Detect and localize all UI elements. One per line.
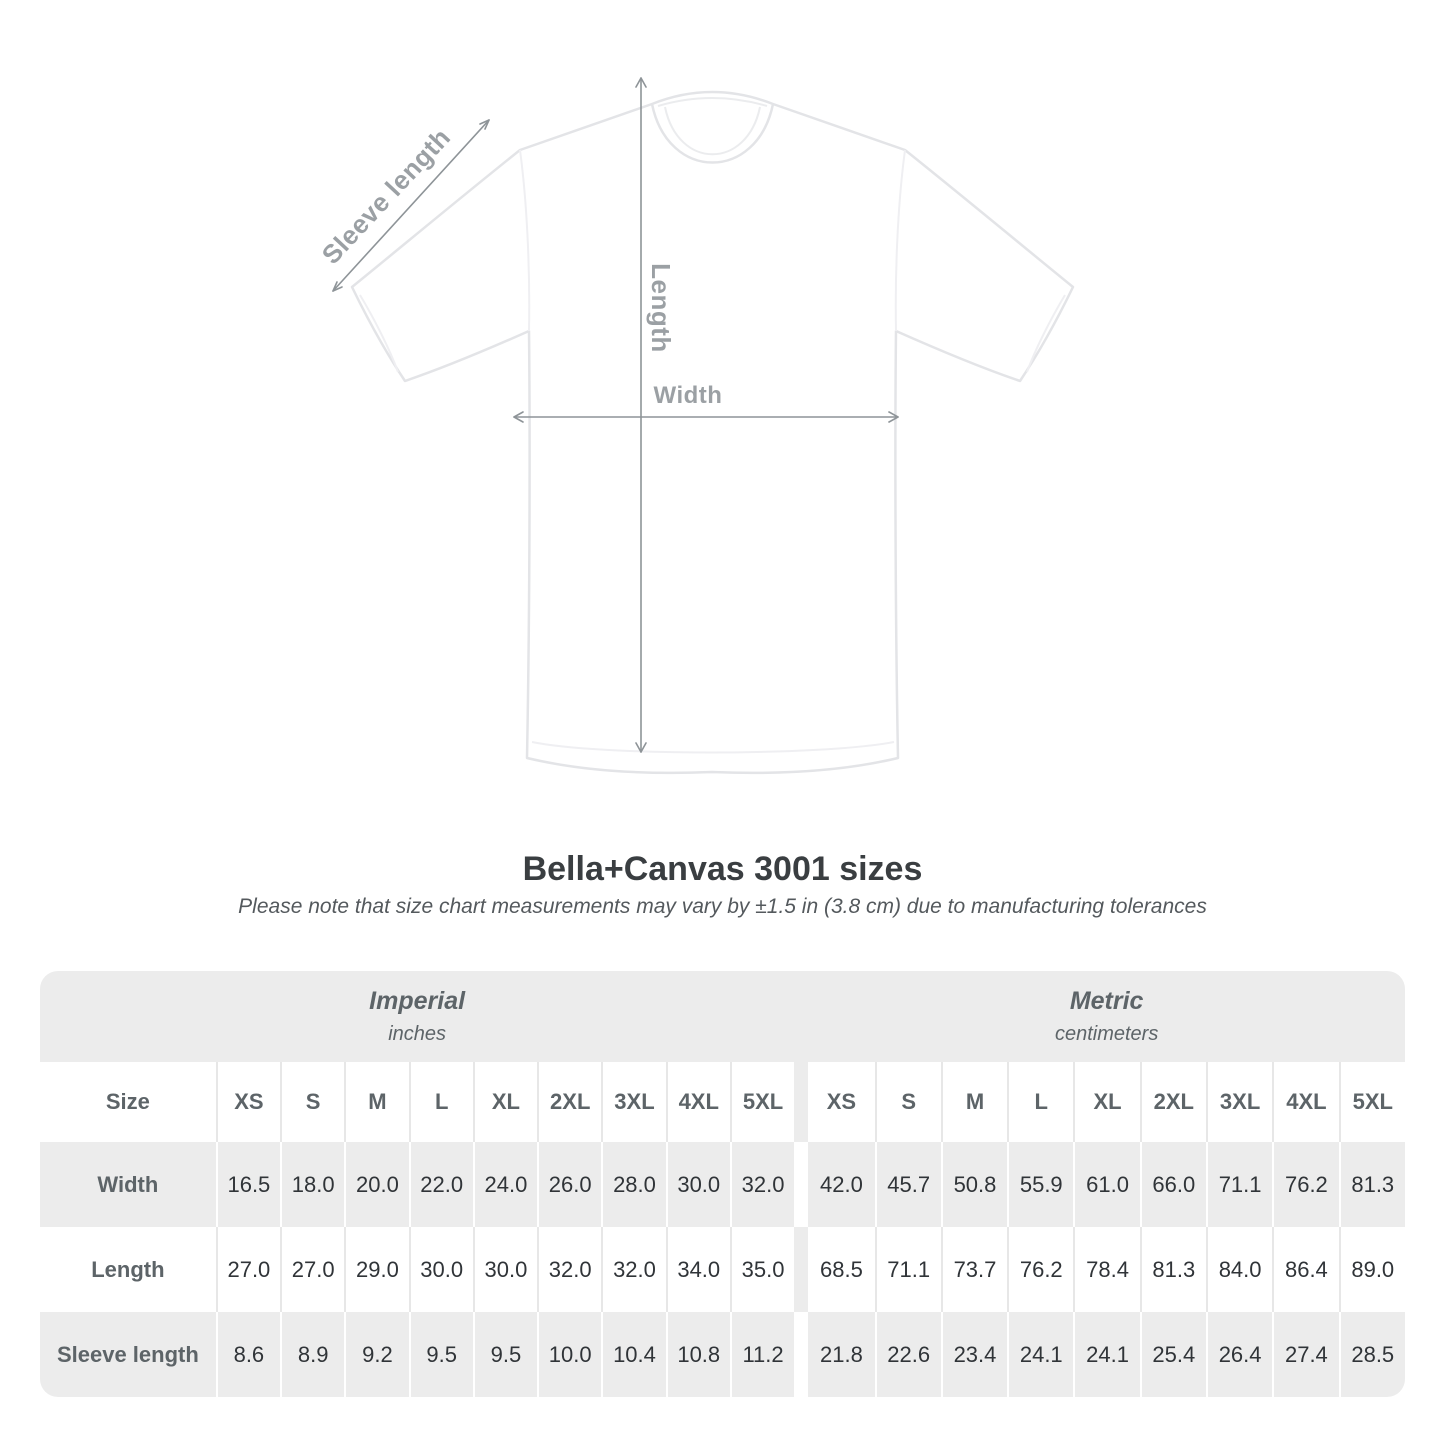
value-cell: 29.0: [344, 1227, 408, 1312]
size-column-header: Size: [40, 1062, 216, 1142]
value-cell: 86.4: [1272, 1227, 1338, 1312]
size-header-imperial: 5XL: [730, 1062, 794, 1142]
size-header-metric: M: [941, 1062, 1007, 1142]
value-cell: 66.0: [1140, 1142, 1206, 1227]
value-cell: 21.8: [808, 1312, 874, 1397]
size-header-imperial: XS: [216, 1062, 280, 1142]
length-row: [40, 1227, 1405, 1312]
imperial-group-header: [40, 971, 794, 1062]
value-cell: 55.9: [1007, 1142, 1073, 1227]
value-cell: 22.0: [409, 1142, 473, 1227]
size-header-imperial: XL: [473, 1062, 537, 1142]
value-cell: 27.4: [1272, 1312, 1338, 1397]
tolerance-note: Please note that size chart measurements may vary by ±1.5 in (3.8 cm) due to manufacturing tolerances: [238, 895, 1207, 918]
value-cell: 35.0: [730, 1227, 794, 1312]
size-header-row: [40, 1062, 1405, 1142]
metric-group-header: [808, 971, 1405, 1062]
value-cell: 34.0: [666, 1227, 730, 1312]
group-divider: [794, 1142, 808, 1227]
value-cell: 50.8: [941, 1142, 1007, 1227]
group-divider: [794, 971, 808, 1062]
value-cell: 89.0: [1339, 1227, 1405, 1312]
page-title: Bella+Canvas 3001 sizes: [522, 850, 923, 888]
value-cell: 8.9: [280, 1312, 344, 1397]
value-cell: 30.0: [666, 1142, 730, 1227]
value-cell: 28.5: [1339, 1312, 1405, 1397]
value-cell: 76.2: [1272, 1142, 1338, 1227]
value-cell: 32.0: [601, 1227, 665, 1312]
size-header-imperial: S: [280, 1062, 344, 1142]
value-cell: 32.0: [730, 1142, 794, 1227]
value-cell: 27.0: [280, 1227, 344, 1312]
value-cell: 42.0: [808, 1142, 874, 1227]
value-cell: 30.0: [473, 1227, 537, 1312]
value-cell: 8.6: [216, 1312, 280, 1397]
value-cell: 26.4: [1206, 1312, 1272, 1397]
size-header-imperial: 3XL: [601, 1062, 665, 1142]
value-cell: 9.5: [473, 1312, 537, 1397]
value-cell: 45.7: [875, 1142, 941, 1227]
value-cell: 25.4: [1140, 1312, 1206, 1397]
size-header-imperial: M: [344, 1062, 408, 1142]
size-header-metric: 4XL: [1272, 1062, 1338, 1142]
value-cell: 32.0: [537, 1227, 601, 1312]
value-cell: 26.0: [537, 1142, 601, 1227]
size-header-metric: XL: [1073, 1062, 1139, 1142]
value-cell: 71.1: [1206, 1142, 1272, 1227]
value-cell: 24.1: [1007, 1312, 1073, 1397]
group-divider: [794, 1062, 808, 1142]
group-divider: [794, 1227, 808, 1312]
value-cell: 18.0: [280, 1142, 344, 1227]
imperial-label: Imperial: [369, 987, 466, 1015]
value-cell: 10.0: [537, 1312, 601, 1397]
width-row: [40, 1142, 1405, 1227]
value-cell: 61.0: [1073, 1142, 1139, 1227]
value-cell: 20.0: [344, 1142, 408, 1227]
value-cell: 10.8: [666, 1312, 730, 1397]
size-header-metric: 5XL: [1339, 1062, 1405, 1142]
metric-label: Metric: [1069, 987, 1144, 1015]
unit-group-header-row: [40, 971, 1405, 1062]
sleeve-length-row: [40, 1312, 1405, 1397]
value-cell: 81.3: [1339, 1142, 1405, 1227]
size-header-metric: 2XL: [1140, 1062, 1206, 1142]
value-cell: 84.0: [1206, 1227, 1272, 1312]
value-cell: 10.4: [601, 1312, 665, 1397]
row-label: Width: [40, 1142, 216, 1227]
size-header-metric: 3XL: [1206, 1062, 1272, 1142]
row-label: Length: [40, 1227, 216, 1312]
size-header-metric: L: [1007, 1062, 1073, 1142]
value-cell: 22.6: [875, 1312, 941, 1397]
value-cell: 16.5: [216, 1142, 280, 1227]
value-cell: 30.0: [409, 1227, 473, 1312]
imperial-unit-label: inches: [388, 1023, 447, 1045]
value-cell: 24.0: [473, 1142, 537, 1227]
length-arrow-label: Length: [646, 263, 676, 353]
size-header-metric: S: [875, 1062, 941, 1142]
metric-unit-label: centimeters: [1054, 1023, 1159, 1045]
value-cell: 81.3: [1140, 1227, 1206, 1312]
size-header-metric: XS: [808, 1062, 874, 1142]
size-header-imperial: L: [409, 1062, 473, 1142]
value-cell: 76.2: [1007, 1227, 1073, 1312]
size-chart-table: [40, 971, 1405, 1397]
value-cell: 28.0: [601, 1142, 665, 1227]
value-cell: 78.4: [1073, 1227, 1139, 1312]
value-cell: 71.1: [875, 1227, 941, 1312]
size-header-imperial: 4XL: [666, 1062, 730, 1142]
size-header-imperial: 2XL: [537, 1062, 601, 1142]
width-arrow-label: Width: [653, 382, 723, 409]
group-divider: [794, 1312, 808, 1397]
value-cell: 27.0: [216, 1227, 280, 1312]
value-cell: 11.2: [730, 1312, 794, 1397]
row-label: Sleeve length: [40, 1312, 216, 1397]
sleeve-length-arrow-label: Sleeve length: [315, 122, 457, 270]
value-cell: 9.5: [409, 1312, 473, 1397]
tshirt-outline: [352, 92, 1073, 773]
value-cell: 68.5: [808, 1227, 874, 1312]
value-cell: 24.1: [1073, 1312, 1139, 1397]
value-cell: 9.2: [344, 1312, 408, 1397]
value-cell: 73.7: [941, 1227, 1007, 1312]
value-cell: 23.4: [941, 1312, 1007, 1397]
